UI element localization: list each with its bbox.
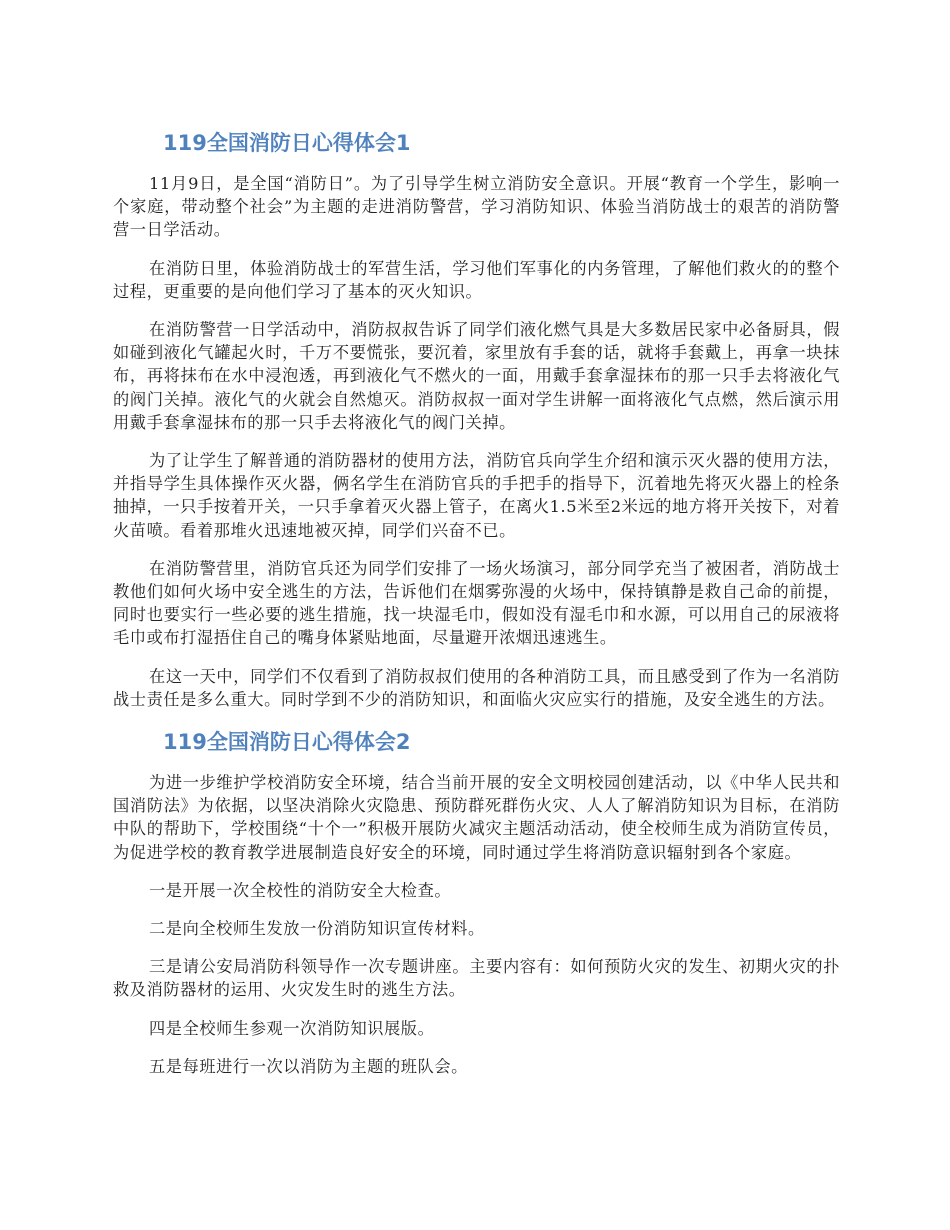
section-2-paragraph-6: 五是每班进行一次以消防为主题的班队会。 bbox=[149, 1056, 468, 1076]
section-1-paragraph-2: 在消防日里，体验消防战士的军营生活，学习他们军事化的内务管理，了解他们救火的的整个过程，更重要的是向他们学习了基本的灭火知识。 bbox=[113, 258, 840, 301]
document-page bbox=[113, 128, 840, 1093]
section-2-paragraph-5: 四是全校师生参观一次消防知识展版。 bbox=[149, 1018, 435, 1038]
section-1-paragraph-4: 为了让学生了解普通的消防器材的使用方法，消防官兵向学生介绍和演示灭火器的使用方法，并指导学生具体操作灭火器，俩名学生在消防官兵的手把手的指导下，沉着地先将灭火器上的栓条抽掉，一只手按着开关，一只手拿着灭火器上管子，在离火1.5米至2米远的地方将开关按下，对着火苗喷。看着那堆火迅速地被灭掉，同学们兴奋不已。 bbox=[113, 451, 840, 540]
section-2-heading: 119全国消防日心得体会2 bbox=[163, 730, 411, 755]
section-2-paragraph-1: 为进一步维护学校消防安全环境，结合当前开展的安全文明校园创建活动，以《中华人民共和国消防法》为依据，以坚决消除火灾隐患、预防群死群伤火灾、人人了解消防知识为目标，在消防中队的帮助下，学校围绕“十个一”积极开展防火减灾主题活动活动，使全校师生成为消防宣传员，为促进学校的教育教学进展制造良好安全的环境，同时通过学生将消防意识辐射到各个家庭。 bbox=[113, 773, 840, 862]
section-2-paragraph-3: 二是向全校师生发放一份消防知识宣传材料。 bbox=[149, 919, 485, 939]
section-1-paragraph-1: 11月9日，是全国“消防日”。为了引导学生树立消防安全意识。开展“教育一个学生，影响一个家庭，带动整个社会”为主题的走进消防警营，学习消防知识、体验当消防战士的艰苦的消防警营一日学活动。 bbox=[113, 174, 840, 240]
section-1-paragraph-6: 在这一天中，同学们不仅看到了消防叔叔们使用的各种消防工具，而且感受到了作为一名消防战士责任是多么重大。同时学到不少的消防知识，和面临火灾应实行的措施，及安全逃生的方法。 bbox=[113, 666, 840, 709]
section-1 bbox=[113, 128, 840, 711]
section-1-heading: 119全国消防日心得体会1 bbox=[163, 131, 411, 155]
section-2-paragraph-4: 三是请公安局消防科领导作一次专题讲座。主要内容有：如何预防火灾的发生、初期火灾的扑救及消防器材的运用、火灾发生时的逃生方法。 bbox=[113, 957, 840, 1000]
section-1-paragraph-5: 在消防警营里，消防官兵还为同学们安排了一场火场演习，部分同学充当了被困者，消防战士教他们如何火场中安全逃生的方法，告诉他们在烟雾弥漫的火场中，保持镇静是救自己命的前提，同时也要实行一些必要的逃生措施，找一块湿毛巾，假如没有湿毛巾和水源，可以用自己的尿液将毛巾或布打湿捂住自己的嘴身体紧贴地面，尽量避开浓烟迅速逃生。 bbox=[113, 558, 840, 648]
section-1-paragraph-3: 在消防警营一日学活动中，消防叔叔告诉了同学们液化燃气具是大多数居民家中必备厨具，假如碰到液化气罐起火时，千万不要慌张，要沉着，家里放有手套的话，就将手套戴上，再拿一块抹布，再将抹布在水中浸泡透，再到液化气不燃火的一面，用戴手套拿湿抹布的那一只手去将液化气的阀门关掉。液化气的火就会自然熄灭。消防叔叔一面对学生讲解一面将液化气点燃，然后演示用用戴手套拿湿抹布的那一只手去将液化气的阀门关掉。 bbox=[113, 320, 840, 432]
section-2-paragraph-2: 一是开展一次全校性的消防安全大检查。 bbox=[149, 880, 452, 900]
section-2 bbox=[113, 727, 840, 1078]
